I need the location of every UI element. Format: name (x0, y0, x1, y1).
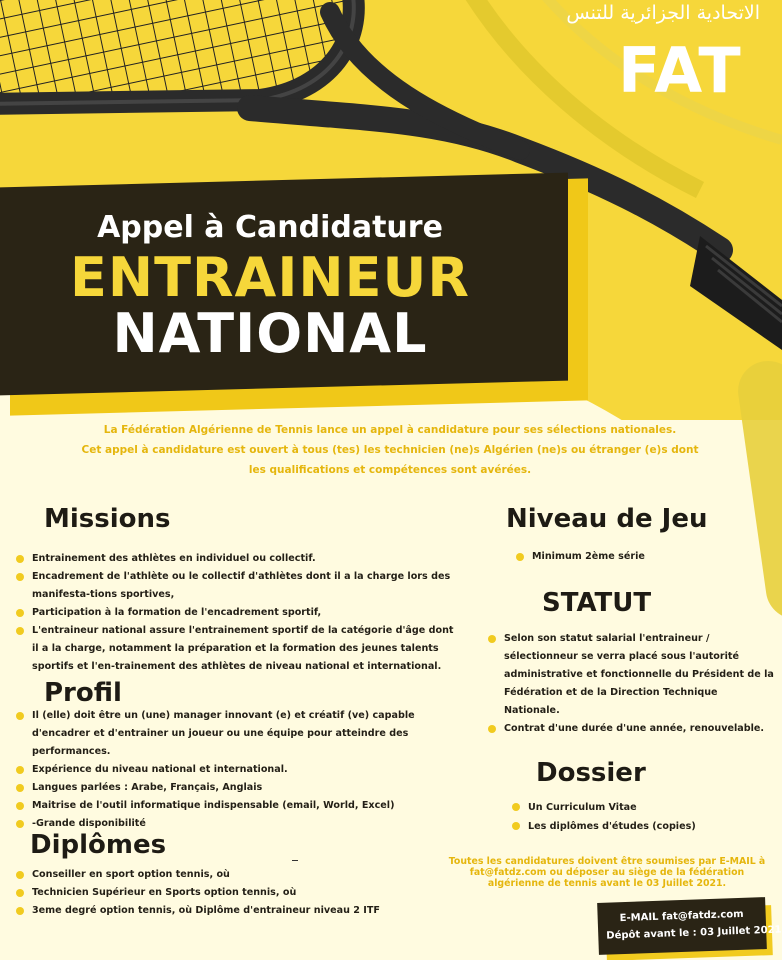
bullet-icon (16, 802, 24, 810)
list-item-text: -Grande disponibilité (32, 818, 146, 829)
intro-text (20, 420, 760, 480)
bullet-icon (516, 553, 524, 561)
statut-list (488, 630, 774, 738)
submission-note (448, 856, 766, 889)
list-item (512, 817, 752, 836)
bullet-icon (16, 907, 24, 915)
bullet-icon (16, 766, 24, 774)
list-item-text: Minimum 2ème série (532, 551, 645, 562)
list-item (16, 779, 462, 797)
list-item (512, 798, 752, 817)
list-item (16, 707, 462, 761)
bullet-icon (16, 609, 24, 617)
bullet-icon (16, 573, 24, 581)
list-item-text: Conseiller en sport option tennis, où (32, 869, 230, 880)
list-item (516, 548, 756, 566)
list-item (16, 797, 462, 815)
list-item (16, 902, 462, 920)
intro-line: les qualifications et compétences sont avérées. (248, 464, 532, 476)
intro-line: Cet appel à candidature est ouvert à tous (tes) les technicien (ne)s Algérien (ne)s ou étranger (e)s dont (81, 444, 699, 456)
bullet-icon (16, 712, 24, 720)
list-item-text: Un Curriculum Vitae (528, 802, 637, 813)
title-national: NATIONAL (112, 302, 428, 365)
bullet-icon (488, 635, 496, 643)
submission-line: algérienne de tennis avant le 03 Juillet 2021. (487, 878, 727, 889)
statut-heading: STATUT (542, 588, 652, 618)
list-item (16, 866, 462, 884)
intro-line: La Fédération Algérienne de Tennis lance un appel à candidature pour ses sélections nationales. (103, 424, 677, 436)
diplomes-heading: Diplômes (30, 830, 167, 860)
list-item-text: Participation à la formation de l'encadrement sportif, (32, 607, 322, 618)
bullet-icon (16, 889, 24, 897)
list-item (16, 604, 462, 622)
bullet-icon (16, 820, 24, 828)
diplomes-list (16, 866, 462, 920)
brand-logo: FAT (618, 34, 742, 107)
missions-list (16, 550, 462, 676)
contact-box (597, 897, 782, 955)
divider (292, 860, 298, 861)
bullet-icon (16, 555, 24, 563)
title-entraineur: ENTRAINEUR (70, 246, 470, 309)
list-item-text: Maitrise de l'outil informatique indispensable (email, World, Excel) (32, 800, 395, 811)
list-item-text: Expérience du niveau national et international. (32, 764, 288, 775)
missions-heading: Missions (44, 504, 171, 534)
dossier-heading: Dossier (536, 758, 646, 788)
list-item-text: L'entraineur national assure l'entrainement sportif de la catégorie d'âge dont il a la charge, notamment la préparation et la formation des jeunes talents sportifs et l'en-trainement des athlètes de niveau national et international. (32, 625, 454, 672)
list-item (16, 568, 462, 604)
list-item-text: Technicien Supérieur en Sports option tennis, où (32, 887, 297, 898)
list-item-text: Encadrement de l'athlète ou le collectif d'athlètes dont il a la charge lors des manifesta-tions sportives, (32, 571, 451, 600)
bullet-icon (488, 725, 496, 733)
list-item-text: Langues parlées : Arabe, Français, Anglais (32, 782, 263, 793)
bullet-icon (16, 627, 24, 635)
list-item (16, 550, 462, 568)
submission-line: Toutes les candidatures doivent être soumises par E-MAIL à (448, 856, 766, 867)
list-item-text: Contrat d'une durée d'une année, renouvelable. (504, 723, 765, 734)
list-item (16, 884, 462, 902)
list-item-text: 3eme degré option tennis, où Diplôme d'entraineur niveau 2 ITF (32, 905, 380, 916)
title-appel: Appel à Candidature (97, 210, 443, 245)
list-item-text: Les diplômes d'études (copies) (528, 821, 696, 832)
profil-heading: Profil (44, 678, 122, 708)
contact-email[interactable]: E-MAIL fat@fatdz.com (619, 908, 744, 925)
dossier-list (512, 798, 752, 836)
list-item-text: Entrainement des athlètes en individuel ou collectif. (32, 553, 316, 564)
deadline: Dépôt avant le : 03 Juillet 2021 (606, 924, 782, 942)
list-item (16, 622, 462, 676)
bullet-icon (512, 822, 520, 830)
profil-list (16, 707, 462, 833)
list-item-text: Il (elle) doit être un (une) manager innovant (e) et créatif (ve) capable d'encadrer et d'entrainer un joueur ou une équipe pour atteindre des performances. (32, 710, 415, 757)
submission-line: fat@fatdz.com ou déposer au siège de la fédération (469, 867, 745, 878)
bullet-icon (16, 871, 24, 879)
list-item (16, 761, 462, 779)
bullet-icon (16, 784, 24, 792)
list-item (488, 630, 774, 720)
brand-arabic-name: الاتحادية الجزائرية للتنس (566, 2, 760, 24)
niveau-heading: Niveau de Jeu (506, 504, 708, 534)
list-item-text: Selon son statut salarial l'entraineur / sélectionneur se verra placé sous l'autorité administrative et fonctionnelle du Président de la Fédération et de la Direction Technique Nationale. (504, 633, 774, 716)
bullet-icon (512, 803, 520, 811)
niveau-list (516, 548, 756, 566)
list-item (488, 720, 774, 738)
